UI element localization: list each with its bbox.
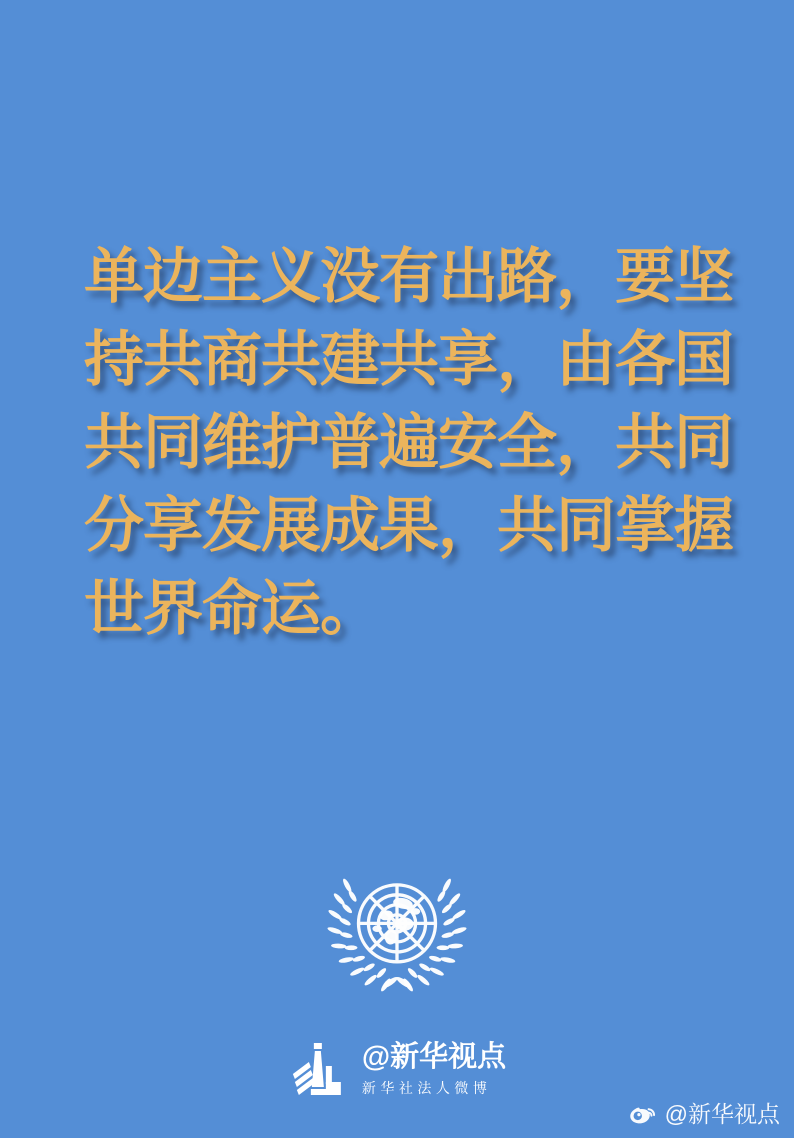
xinhua-monument-icon (288, 1040, 350, 1100)
quote-line: 分享发展成果，共同掌握 (84, 493, 733, 559)
quote-line: 单边主义没有出路，要坚 (84, 244, 733, 310)
quote-text (84, 236, 732, 651)
xinhua-footer (288, 1040, 506, 1100)
un-emblem-icon (324, 862, 470, 1002)
footer-handle: @新华视点 (361, 1040, 507, 1073)
footer-text (362, 1042, 506, 1099)
watermark-handle: @新华视点 (664, 1101, 780, 1127)
quote-line: 共同维护普遍安全，共同 (84, 410, 733, 476)
weibo-watermark (628, 1096, 780, 1129)
quote-line: 世界命运。 (84, 576, 379, 642)
footer-subtitle: 新华社法人微博 (361, 1080, 492, 1097)
quote-line: 持共商共建共享，由各国 (84, 327, 733, 393)
weibo-eye-icon (628, 1099, 658, 1126)
